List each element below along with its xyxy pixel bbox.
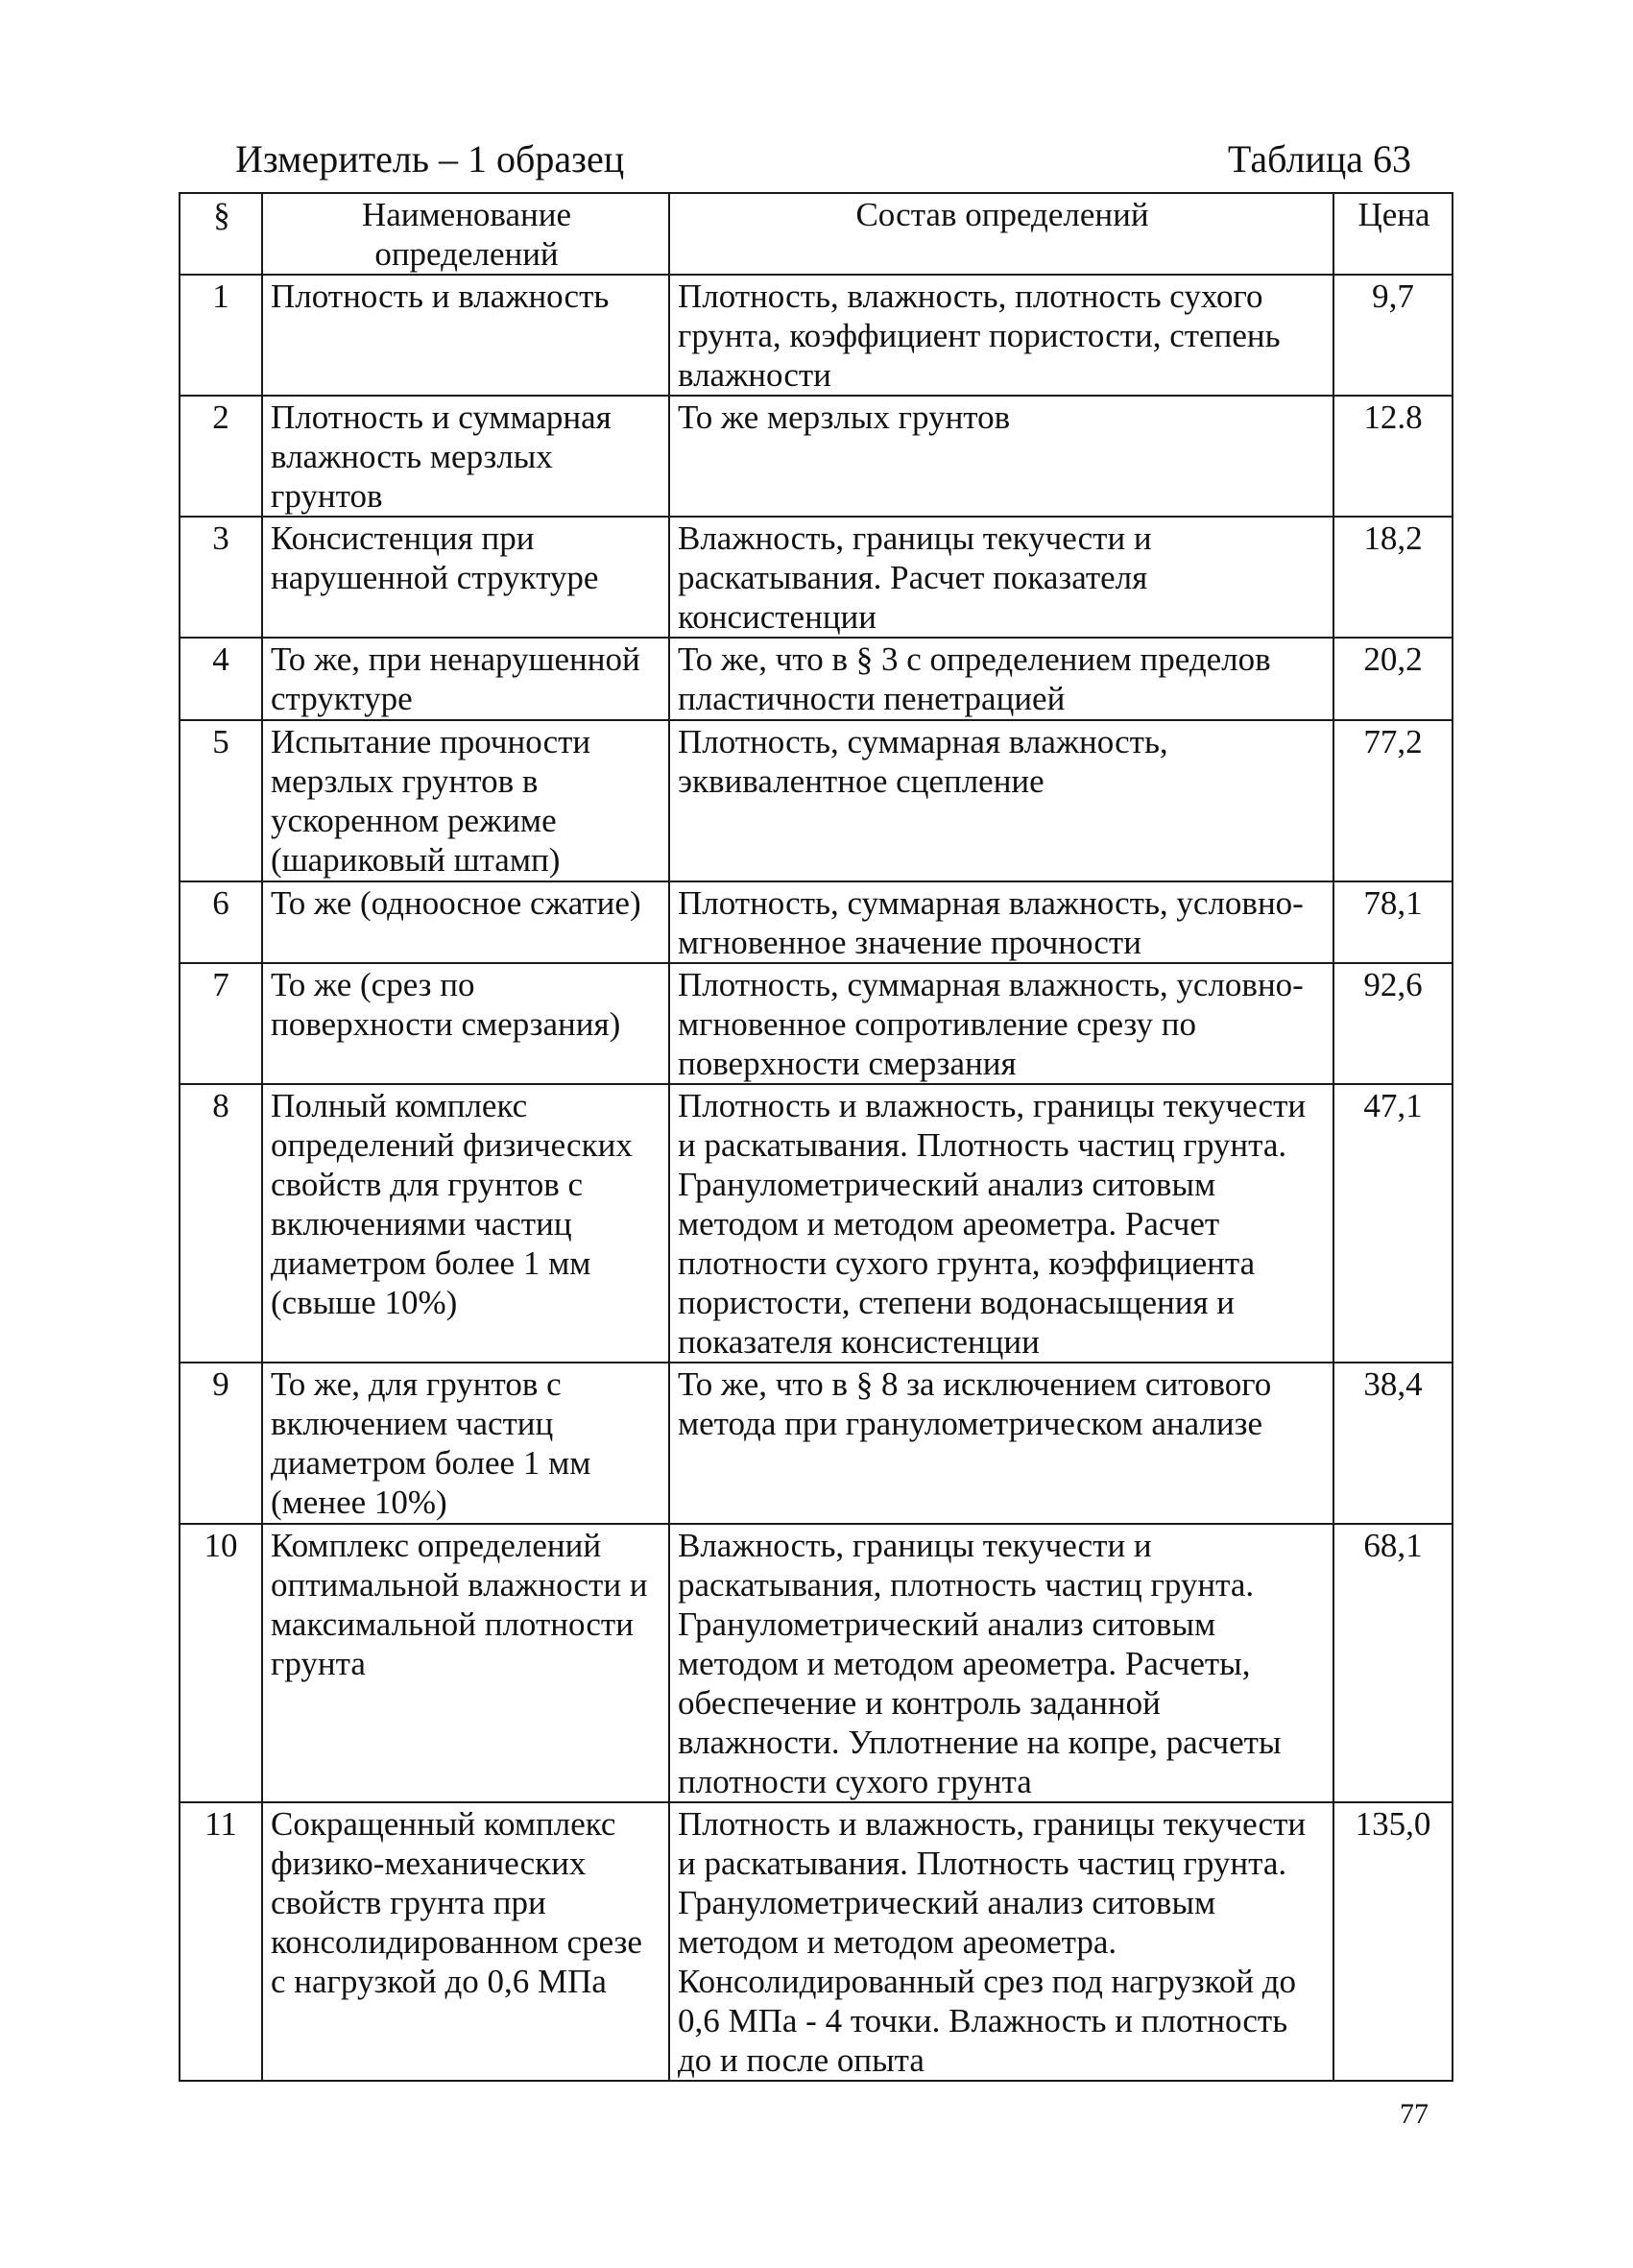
row-price: 135,0 xyxy=(1333,1802,1453,2081)
header-composition: Состав определений xyxy=(669,193,1333,275)
row-composition: Плотность, суммарная влажность, эквивалентное сцепление xyxy=(669,720,1333,881)
table-row xyxy=(180,720,1453,881)
row-number: 6 xyxy=(180,881,262,963)
table-row xyxy=(180,1524,1453,1802)
row-number: 3 xyxy=(180,517,262,638)
table-row xyxy=(180,1363,1453,1524)
row-composition: Плотность, влажность, плотность сухого грунта, коэффициент пористости, степень влажности xyxy=(669,275,1333,396)
price-table xyxy=(179,192,1453,2082)
row-name: Плотность и влажность xyxy=(262,275,669,396)
table-row xyxy=(180,396,1453,517)
row-name: То же (срез по поверхности смерзания) xyxy=(262,963,669,1084)
header-name: Наименование определений xyxy=(262,193,669,275)
row-name: То же, для грунтов с включением частиц диаметром более 1 мм (менее 10%) xyxy=(262,1363,669,1524)
row-composition: То же мерзлых грунтов xyxy=(669,396,1333,517)
table-row xyxy=(180,881,1453,963)
row-composition: То же, что в § 3 с определением пределов пластичности пенетрацией xyxy=(669,638,1333,720)
page-number: 77 xyxy=(1400,2098,1429,2130)
row-name: То же, при ненарушенной структуре xyxy=(262,638,669,720)
table-row xyxy=(180,275,1453,396)
row-name: Полный комплекс определений физических свойств для грунтов с включениями частиц диаметром более 1 мм (свыше 10%) xyxy=(262,1084,669,1363)
row-composition: Плотность и влажность, границы текучести и раскатывания. Плотность частиц грунта. Гранулометрический анализ ситовым методом и методом ареометра. Консолидированный срез под нагрузкой до 0,6 МПа - 4 точки. Влажность и плотность до и после опыта xyxy=(669,1802,1333,2081)
row-price: 47,1 xyxy=(1333,1084,1453,1363)
row-number: 10 xyxy=(180,1524,262,1802)
row-composition: Плотность, суммарная влажность, условно-мгновенное значение прочности xyxy=(669,881,1333,963)
table-header-row xyxy=(180,193,1453,275)
table-row xyxy=(180,1802,1453,2081)
row-name: Плотность и суммарная влажность мерзлых грунтов xyxy=(262,396,669,517)
row-price: 20,2 xyxy=(1333,638,1453,720)
row-name: Сокращенный комплекс физико-механических свойств грунта при консолидированном срезе с нагрузкой до 0,6 МПа xyxy=(262,1802,669,2081)
table-row xyxy=(180,638,1453,720)
row-name: Комплекс определений оптимальной влажности и максимальной плотности грунта xyxy=(262,1524,669,1802)
row-composition: Плотность и влажность, границы текучести и раскатывания. Плотность частиц грунта. Гранулометрический анализ ситовым методом и методом ареометра. Расчет плотности сухого грунта, коэффициента пористости, степени водонасыщения и показателя консистенции xyxy=(669,1084,1333,1363)
table-caption-number: Таблица 63 xyxy=(1227,137,1411,181)
row-composition: Влажность, границы текучести и раскатывания, плотность частиц грунта. Гранулометрический анализ ситовым методом и методом ареометра. Расчеты, обеспечение и контроль заданной влажности. Уплотнение на копре, расчеты плотности сухого грунта xyxy=(669,1524,1333,1802)
row-number: 11 xyxy=(180,1802,262,2081)
row-price: 18,2 xyxy=(1333,517,1453,638)
row-number: 9 xyxy=(180,1363,262,1524)
row-price: 92,6 xyxy=(1333,963,1453,1084)
row-composition: Плотность, суммарная влажность, условно-мгновенное сопротивление срезу по поверхности смерзания xyxy=(669,963,1333,1084)
header-section: § xyxy=(180,193,262,275)
row-price: 12.8 xyxy=(1333,396,1453,517)
row-composition: То же, что в § 8 за исключением ситового метода при гранулометрическом анализе xyxy=(669,1363,1333,1524)
row-composition: Влажность, границы текучести и раскатывания. Расчет показателя консистенции xyxy=(669,517,1333,638)
row-name: Консистенция при нарушенной структуре xyxy=(262,517,669,638)
row-number: 4 xyxy=(180,638,262,720)
table-caption-measure: Измеритель – 1 образец xyxy=(235,137,625,181)
row-number: 7 xyxy=(180,963,262,1084)
row-price: 9,7 xyxy=(1333,275,1453,396)
table-row xyxy=(180,517,1453,638)
row-number: 8 xyxy=(180,1084,262,1363)
table-row xyxy=(180,963,1453,1084)
row-price: 78,1 xyxy=(1333,881,1453,963)
row-number: 1 xyxy=(180,275,262,396)
row-price: 68,1 xyxy=(1333,1524,1453,1802)
row-price: 77,2 xyxy=(1333,720,1453,881)
table-row xyxy=(180,1084,1453,1363)
row-number: 5 xyxy=(180,720,262,881)
row-number: 2 xyxy=(180,396,262,517)
row-name: То же (одноосное сжатие) xyxy=(262,881,669,963)
row-price: 38,4 xyxy=(1333,1363,1453,1524)
row-name: Испытание прочности мерзлых грунтов в ускоренном режиме (шариковый штамп) xyxy=(262,720,669,881)
header-price: Цена xyxy=(1333,193,1453,275)
